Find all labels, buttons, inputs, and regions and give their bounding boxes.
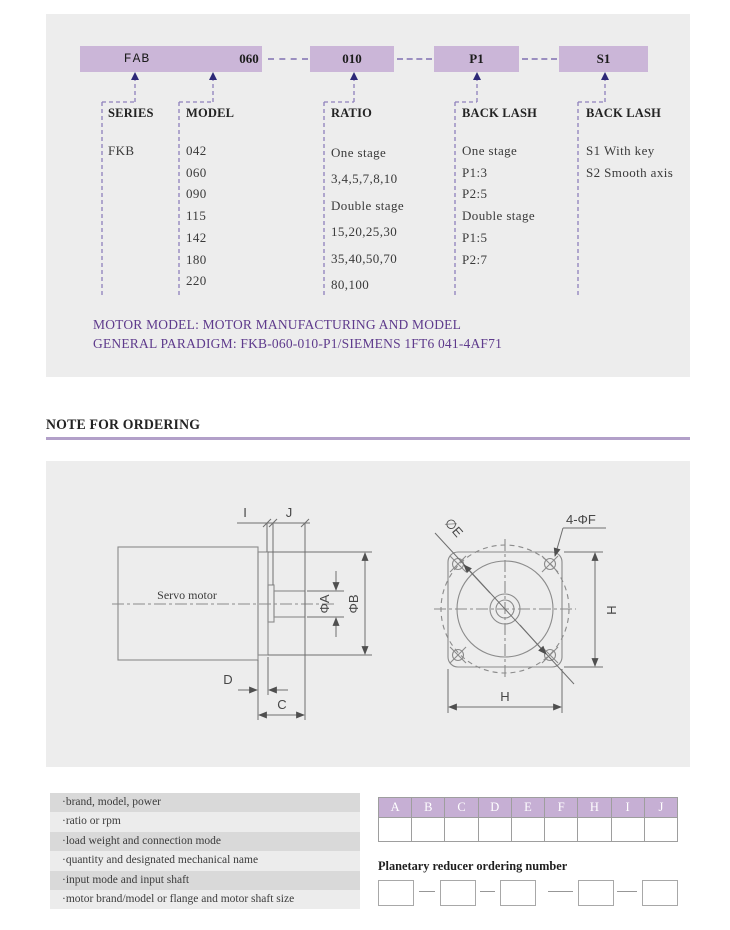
column-item: P2:5 bbox=[462, 186, 488, 202]
dim-label-i: I bbox=[243, 505, 247, 520]
column-item: 142 bbox=[186, 229, 207, 245]
code-label-series: FAB bbox=[123, 51, 151, 66]
table-empty-cell bbox=[578, 818, 611, 842]
column-item: P1:5 bbox=[462, 229, 488, 245]
code-label-backlash: P1 bbox=[469, 51, 484, 66]
ordering-number-box bbox=[578, 880, 614, 906]
table-empty-cell bbox=[445, 818, 478, 842]
column-item: 115 bbox=[186, 208, 207, 224]
column-item: S1 With key bbox=[586, 143, 655, 158]
technical-drawing-svg bbox=[46, 461, 690, 767]
column-model bbox=[186, 106, 234, 292]
column-ratio bbox=[331, 106, 404, 298]
table-header-cell: C bbox=[445, 798, 478, 818]
table-empty-cell bbox=[511, 818, 544, 842]
ordering-code-panel bbox=[46, 14, 690, 377]
column-shaft-type bbox=[586, 106, 673, 183]
drawing-panel bbox=[46, 461, 690, 767]
motor-model-note bbox=[93, 316, 502, 353]
list-item: ·motor brand/model or flange and motor shaft size bbox=[50, 890, 360, 909]
ordering-notes-list bbox=[50, 793, 360, 909]
column-item: 3,4,5,7,8,10 bbox=[331, 171, 398, 187]
column-item: One stage bbox=[462, 143, 518, 158]
ordering-number-label: Planetary reducer ordering number bbox=[378, 858, 568, 873]
column-item: Double stage bbox=[462, 208, 536, 224]
table-header-cell: H bbox=[578, 798, 611, 818]
column-header: MODEL bbox=[186, 106, 235, 120]
column-header: BACK LASH bbox=[462, 106, 538, 120]
ordering-box-dash bbox=[419, 891, 435, 892]
motor-note-line-1: MOTOR MODEL: MOTOR MANUFACTURING AND MODEL bbox=[93, 317, 462, 332]
code-box-shaft bbox=[559, 46, 648, 72]
table-empty-cell bbox=[611, 818, 644, 842]
ordering-number-box bbox=[378, 880, 414, 906]
table-header-row bbox=[379, 798, 678, 818]
list-item: ·load weight and connection mode bbox=[50, 832, 360, 851]
flow-arrowhead-icons bbox=[131, 72, 609, 80]
table-empty-cell bbox=[545, 818, 578, 842]
table-header-cell: E bbox=[511, 798, 544, 818]
column-item: 180 bbox=[186, 251, 207, 267]
dim-label-j: J bbox=[285, 505, 293, 520]
section-heading-text: NOTE FOR ORDERING bbox=[46, 417, 201, 433]
table-header-cell: I bbox=[611, 798, 644, 818]
ordering-number-box bbox=[642, 880, 678, 906]
column-item: S2 Smooth axis bbox=[586, 164, 674, 180]
column-item: 15,20,25,30 bbox=[331, 224, 398, 240]
table-header-cell: D bbox=[478, 798, 511, 818]
table-value-row bbox=[379, 818, 678, 842]
column-item: One stage bbox=[331, 145, 387, 160]
ordering-box-dash bbox=[480, 891, 495, 892]
ordering-number-box bbox=[500, 880, 536, 906]
dim-label-phi-e: ∅E bbox=[441, 515, 467, 541]
section-heading bbox=[46, 416, 690, 440]
column-item: 220 bbox=[186, 273, 207, 289]
list-item: ·ratio or rpm bbox=[50, 812, 360, 831]
column-header: BACK LASH bbox=[586, 106, 662, 120]
dim-label-h-right: H bbox=[604, 605, 619, 615]
dim-label-h-bottom: H bbox=[500, 689, 510, 704]
table-empty-cell bbox=[478, 818, 511, 842]
column-item: 35,40,50,70 bbox=[331, 250, 398, 266]
list-item: ·quantity and designated mechanical name bbox=[50, 851, 360, 870]
code-label-shaft: S1 bbox=[596, 51, 611, 66]
column-header: SERIES bbox=[108, 106, 154, 120]
dim-label-phi-a: ΦA bbox=[317, 594, 332, 614]
column-item: 090 bbox=[186, 186, 207, 202]
column-item: P1:3 bbox=[462, 164, 488, 180]
code-box-backlash bbox=[434, 46, 519, 72]
column-item: P2:7 bbox=[462, 251, 488, 267]
column-item: 060 bbox=[186, 164, 207, 180]
servo-motor-label: Servo motor bbox=[157, 588, 217, 602]
connector-dash bbox=[268, 58, 308, 60]
code-box-series-model bbox=[80, 46, 262, 72]
table-header-cell: F bbox=[545, 798, 578, 818]
ordering-box-dash bbox=[548, 891, 573, 892]
table-header-cell: A bbox=[379, 798, 412, 818]
column-series bbox=[108, 106, 154, 162]
dim-label-phi-f: 4-ΦF bbox=[566, 512, 596, 527]
code-box-ratio bbox=[310, 46, 394, 72]
column-item: Double stage bbox=[331, 197, 405, 213]
table-empty-cell bbox=[412, 818, 445, 842]
table-empty-cell bbox=[644, 818, 677, 842]
list-item: ·input mode and input shaft bbox=[50, 871, 360, 890]
column-item: 80,100 bbox=[331, 277, 370, 293]
table-header-cell: B bbox=[412, 798, 445, 818]
code-label-model: 060 bbox=[239, 51, 259, 66]
ordering-number-box bbox=[440, 880, 476, 906]
column-item: FKB bbox=[108, 143, 135, 158]
list-item: ·brand, model, power bbox=[50, 793, 360, 812]
dimension-table bbox=[378, 797, 678, 842]
dim-label-d: D bbox=[223, 672, 233, 687]
table-header-cell: J bbox=[644, 798, 677, 818]
motor-note-line-2: GENERAL PARADIGM: FKB-060-010-P1/SIEMENS 1FT6 041-4AF71 bbox=[93, 335, 503, 351]
connector-dash bbox=[397, 58, 432, 60]
code-label-ratio: 010 bbox=[342, 51, 362, 66]
column-item: 042 bbox=[186, 143, 207, 158]
dim-label-phi-b: ΦB bbox=[346, 594, 361, 614]
column-header: RATIO bbox=[331, 106, 373, 120]
ordering-box-dash bbox=[617, 891, 637, 892]
connector-dash bbox=[522, 58, 557, 60]
column-backlash bbox=[462, 106, 537, 270]
table-empty-cell bbox=[379, 818, 412, 842]
dim-label-c: C bbox=[277, 697, 287, 712]
